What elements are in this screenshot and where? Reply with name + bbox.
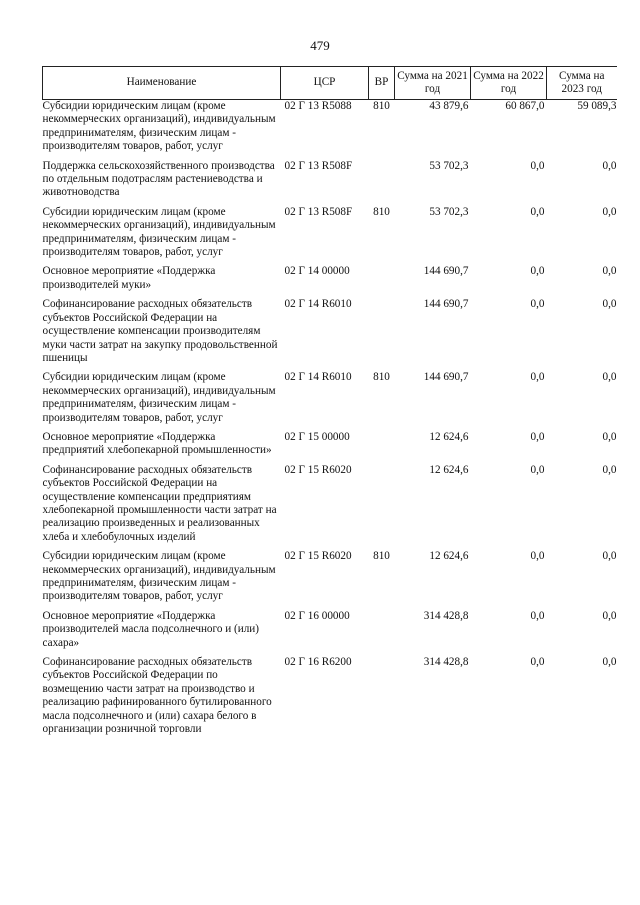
cell-sum-2023: 0,0 xyxy=(602,265,617,278)
table-row xyxy=(43,371,617,431)
cell-name: Субсидии юридическим лицам (кроме некоммерческих организаций), индивидуальным предпринимателям, физическим лицам - производителям товаров, работ, услуг xyxy=(42,100,276,153)
cell-sum-2022: 0,0 xyxy=(530,609,545,622)
table-row xyxy=(43,550,617,610)
cell-vr xyxy=(369,298,395,371)
cell-sum-2023: 0,0 xyxy=(602,463,617,476)
cell-sum-2022: 0,0 xyxy=(530,371,545,384)
cell-sum-2021: 314 428,8 xyxy=(423,656,469,669)
header-sum-2022: Сумма на 2022 год xyxy=(471,67,547,100)
header-sum-2023: Сумма на 2023 год xyxy=(547,67,617,100)
cell-name: Основное мероприятие «Поддержка производителей муки» xyxy=(42,265,216,291)
cell-sum-2022: 0,0 xyxy=(530,430,545,443)
cell-name: Основное мероприятие «Поддержка производителей масла подсолнечного и (или) сахара» xyxy=(42,609,260,649)
cell-sum-2023: 59 089,3 xyxy=(577,100,617,112)
cell-vr xyxy=(369,431,395,464)
cell-sum-2022: 0,0 xyxy=(530,463,545,476)
cell-vr: 810 xyxy=(373,205,390,218)
cell-name: Субсидии юридическим лицам (кроме некоммерческих организаций), индивидуальным предпринимателям, физическим лицам - производителям товаров, работ, услуг xyxy=(42,371,276,424)
table-body xyxy=(43,100,617,743)
cell-sum-2022: 0,0 xyxy=(530,298,545,311)
cell-code: 02 Г 15 R6020 xyxy=(284,463,352,476)
cell-sum-2023: 0,0 xyxy=(602,609,617,622)
cell-sum-2023: 0,0 xyxy=(602,371,617,384)
cell-sum-2021: 43 879,6 xyxy=(429,100,469,112)
cell-vr xyxy=(369,464,395,550)
cell-vr xyxy=(369,656,395,742)
cell-sum-2023: 0,0 xyxy=(602,430,617,443)
cell-vr xyxy=(369,610,395,656)
cell-name: Основное мероприятие «Поддержка предприятий хлебопекарной промышленности» xyxy=(42,430,272,457)
cell-sum-2023: 0,0 xyxy=(602,656,617,669)
cell-sum-2021: 144 690,7 xyxy=(423,265,469,278)
cell-sum-2022: 60 867,0 xyxy=(505,100,545,112)
budget-table xyxy=(42,66,617,742)
table-row xyxy=(43,464,617,550)
cell-name: Софинансирование расходных обязательств субъектов Российской Федерации на осуществление компенсации предприятиям хлебопекарной промышленности части затрат на реализацию произведенных и реализованных хлеба и хлебобулочных изделий xyxy=(42,463,277,543)
cell-sum-2022: 0,0 xyxy=(530,656,545,669)
cell-vr: 810 xyxy=(373,550,390,563)
cell-sum-2021: 53 702,3 xyxy=(429,159,469,172)
cell-name: Субсидии юридическим лицам (кроме некоммерческих организаций), индивидуальным предпринимателям, физическим лицам - производителям товаров, работ, услуг xyxy=(42,550,276,603)
table-header-row xyxy=(43,67,617,100)
cell-code: 02 Г 16 R6200 xyxy=(284,656,352,669)
cell-name: Софинансирование расходных обязательств субъектов Российской Федерации на осуществление компенсации производителям муки части затрат на закупку продовольственной пшеницы xyxy=(42,298,278,364)
cell-code: 02 Г 15 R6020 xyxy=(284,550,352,563)
table-row xyxy=(43,431,617,464)
cell-sum-2023: 0,0 xyxy=(602,298,617,311)
cell-code: 02 Г 14 R6010 xyxy=(284,298,352,311)
cell-vr xyxy=(369,160,395,206)
table-row xyxy=(43,160,617,206)
table-row xyxy=(43,298,617,371)
cell-vr: 810 xyxy=(373,100,390,112)
cell-code: 02 Г 14 00000 xyxy=(284,265,350,278)
cell-name: Поддержка сельскохозяйственного производства по отдельным подотраслям растениеводства и животноводства xyxy=(42,159,275,199)
cell-sum-2021: 12 624,6 xyxy=(429,550,469,563)
cell-sum-2021: 144 690,7 xyxy=(423,371,469,384)
cell-sum-2021: 12 624,6 xyxy=(429,463,469,476)
cell-vr xyxy=(369,265,395,298)
table-row xyxy=(43,610,617,656)
header-code: ЦСР xyxy=(281,67,369,100)
cell-vr: 810 xyxy=(373,371,390,384)
cell-code: 02 Г 13 R5088 xyxy=(284,100,352,112)
cell-sum-2023: 0,0 xyxy=(602,205,617,218)
cell-sum-2021: 12 624,6 xyxy=(429,430,469,443)
cell-code: 02 Г 13 R508F xyxy=(284,205,353,218)
table-row xyxy=(43,206,617,266)
cell-sum-2023: 0,0 xyxy=(602,159,617,172)
header-name: Наименование xyxy=(43,67,281,100)
cell-sum-2022: 0,0 xyxy=(530,550,545,563)
cell-code: 02 Г 14 R6010 xyxy=(284,371,352,384)
cell-sum-2021: 314 428,8 xyxy=(423,609,469,622)
cell-sum-2022: 0,0 xyxy=(530,159,545,172)
cell-sum-2023: 0,0 xyxy=(602,550,617,563)
page-number: 479 xyxy=(310,38,330,53)
header-vr: ВР xyxy=(369,67,395,100)
cell-name: Субсидии юридическим лицам (кроме некоммерческих организаций), индивидуальным предпринимателям, физическим лицам - производителям товаров, работ, услуг xyxy=(42,205,276,259)
cell-sum-2022: 0,0 xyxy=(530,205,545,218)
table-row xyxy=(43,265,617,298)
cell-name: Софинансирование расходных обязательств субъектов Российской Федерации по возмещению части затрат на производство и реализацию рафинированного бутилированного масла подсолнечного и (или) сахара белого в организации розничной торговли xyxy=(42,656,272,736)
table-row xyxy=(43,100,617,160)
cell-code: 02 Г 13 R508F xyxy=(284,159,353,172)
cell-code: 02 Г 16 00000 xyxy=(284,609,350,622)
table-row xyxy=(43,656,617,742)
cell-sum-2021: 53 702,3 xyxy=(429,205,469,218)
cell-code: 02 Г 15 00000 xyxy=(284,430,350,443)
cell-sum-2022: 0,0 xyxy=(530,265,545,278)
cell-sum-2021: 144 690,7 xyxy=(423,298,469,311)
header-sum-2021: Сумма на 2021 год xyxy=(395,67,471,100)
